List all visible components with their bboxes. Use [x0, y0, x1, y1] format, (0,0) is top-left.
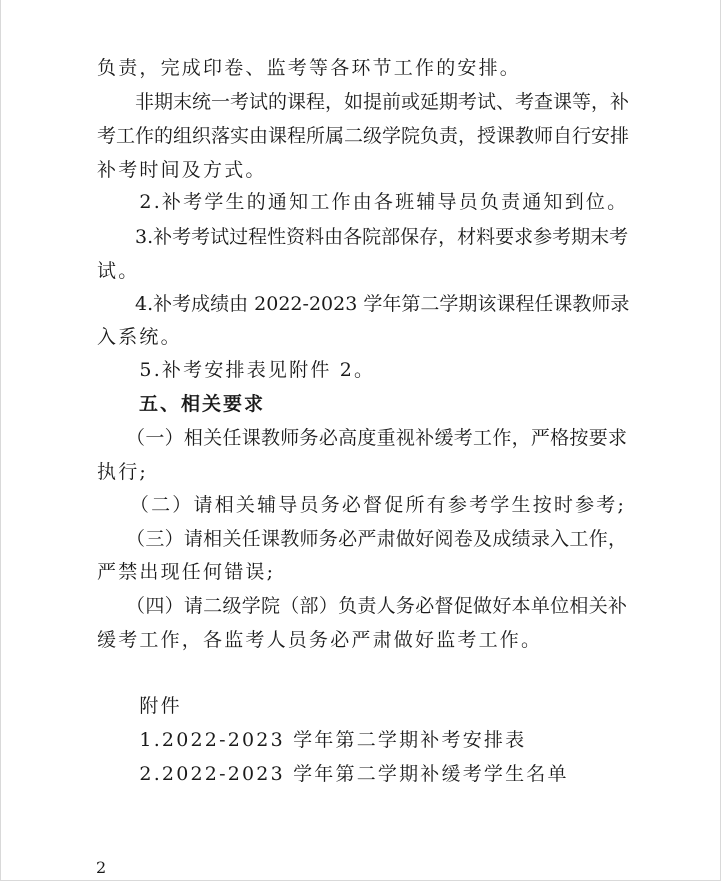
paragraph-line: 3.补考考试过程性资料由各院部保存，材料要求参考期末考	[97, 226, 629, 248]
paragraph-line: （四）请二级学院（部）负责人务必督促做好本单位相关补	[97, 595, 627, 617]
paragraph-line: 4.补考成绩由 2022-2023 学年第二学期该课程任课教师录	[97, 293, 630, 315]
paragraph-line: 5.补考安排表见附件 2。	[97, 359, 376, 381]
attachment-heading: 附件	[97, 695, 182, 717]
paragraph-line: 非期末统一考试的课程，如提前或延期考试、考查课等，补	[97, 91, 630, 113]
paragraph-line: 入系统。	[97, 326, 182, 348]
paragraph-line: 负责，完成印卷、监考等各环节工作的安排。	[97, 57, 522, 79]
paragraph-line: （一）相关任课教师务必高度重视补缓考工作，严格按要求	[97, 427, 627, 449]
paragraph-line: 执行;	[97, 461, 149, 483]
paragraph-line: 2.补考学生的通知工作由各班辅导员负责通知到位。	[97, 191, 629, 213]
paragraph-line: 缓考工作，各监考人员务必严肃做好监考工作。	[97, 629, 543, 651]
paragraph-line: 补考时间及方式。	[97, 159, 267, 181]
paragraph-line: （三）请相关任课教师务必严肃做好阅卷及成绩录入工作，	[97, 528, 627, 550]
paragraph-line: （二）请相关辅导员务必督促所有参考学生按时参考;	[97, 494, 627, 516]
attachment-item: 1.2022-2023 学年第二学期补考安排表	[97, 729, 527, 751]
paragraph-line: 考工作的组织落实由课程所属二级学院负责，授课教师自行安排	[97, 125, 630, 147]
page-number: 2	[96, 858, 107, 877]
attachment-item: 2.2022-2023 学年第二学期补缓考学生名单	[97, 763, 569, 785]
section-heading: 五、相关要求	[97, 393, 266, 415]
paragraph-line: 严禁出现任何错误;	[97, 561, 276, 583]
paragraph-line: 试。	[97, 260, 140, 282]
